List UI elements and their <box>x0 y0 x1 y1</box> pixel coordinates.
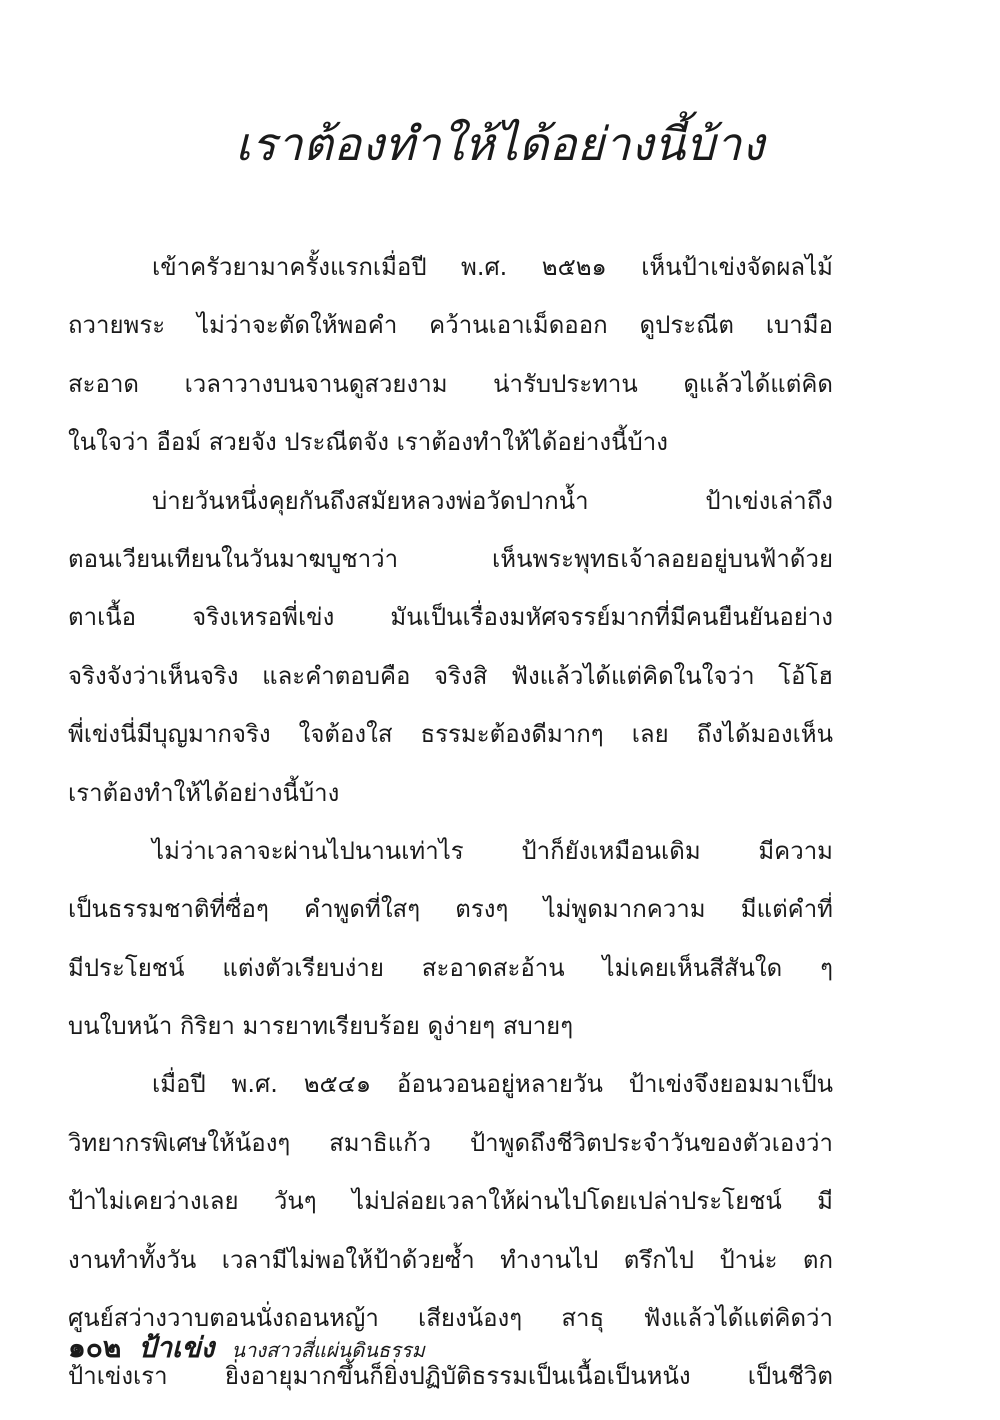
paragraph-line: เมื่อปี พ.ศ. ๒๕๔๑ อ้อนวอนอยู่หลายวัน ป้าเข่งจึงยอมมาเป็น <box>152 1070 833 1099</box>
body-text <box>68 238 833 1406</box>
paragraph-line: ป้าเข่งเรา ยิ่งอายุมากขึ้นก็ยิ่งปฏิบัติธรรมเป็นเนื้อเป็นหนัง เป็นชีวิต <box>68 1362 833 1391</box>
paragraph-line: ถวายพระ ไม่ว่าจะตัดให้พอคำ คว้านเอาเม็ดออก ดูประณีต เบามือ <box>68 311 833 340</box>
book-subtitle: นางสาวสี่แผ่นดินธรรม <box>231 1338 425 1362</box>
page-footer <box>68 1326 425 1370</box>
paragraph-line: งานทำทั้งวัน เวลามีไม่พอให้ป้าด้วยซ้ำ ทำงานไป ตรึกไป ป้าน่ะ ตก <box>68 1245 833 1274</box>
page-title: เราต้องทำให้ได้อย่างนี้บ้าง <box>235 117 765 171</box>
paragraph-line: ศูนย์สว่างวาบตอนนั่งถอนหญ้า เสียงน้องๆ สาธุ ฟังแล้วได้แต่คิดว่า <box>68 1304 833 1333</box>
paragraph-line: ไม่ว่าเวลาจะผ่านไปนานเท่าไร ป้าก็ยังเหมือนเดิม มีความ <box>152 836 833 865</box>
page-number: ๑๐๒ <box>68 1331 122 1364</box>
paragraph-line: เราต้องทำให้ได้อย่างนี้บ้าง <box>68 778 340 807</box>
paragraph-line: พี่เข่งนี่มีบุญมากจริง ใจต้องใส ธรรมะต้องดีมากๆ เลย ถึงได้มองเห็น <box>68 720 833 749</box>
paragraph-line: จริงจังว่าเห็นจริง และคำตอบคือ จริงสิ ฟังแล้วได้แต่คิดในใจว่า โอ้โฮ <box>68 661 833 690</box>
paragraph-line: ตาเนื้อ จริงเหรอพี่เข่ง มันเป็นเรื่องมหัศจรรย์มากที่มีคนยืนยันอย่าง <box>68 603 833 632</box>
paragraph-line: วิทยากรพิเศษให้น้องๆ สมาธิแก้ว ป้าพูดถึงชีวิตประจำวันของตัวเองว่า <box>68 1128 833 1157</box>
book-title: ป้าเข่ง <box>138 1331 215 1364</box>
paragraph-line: สะอาด เวลาวางบนจานดูสวยงาม น่ารับประทาน ดูแล้วได้แต่คิด <box>68 369 833 398</box>
paragraph-line: เป็นธรรมชาติที่ซื่อๆ คำพูดที่ใสๆ ตรงๆ ไม่พูดมากความ มีแต่คำที่ <box>68 895 833 924</box>
paragraph-line: มีประโยชน์ แต่งตัวเรียบง่าย สะอาดสะอ้าน ไม่เคยเห็นสีสันใด ๆ <box>68 953 833 982</box>
paragraph-line: บนใบหน้า กิริยา มารยาทเรียบร้อย ดูง่ายๆ สบายๆ <box>68 1012 574 1041</box>
paragraph-line: ในใจว่า อือม์ สวยจัง ประณีตจัง เราต้องทำให้ได้อย่างนี้บ้าง <box>68 428 668 457</box>
paragraph-line: บ่ายวันหนึ่งคุยกันถึงสมัยหลวงพ่อวัดปากน้ำ ป้าเข่งเล่าถึง <box>152 486 833 515</box>
paragraph-line: เข้าครัวยามาครั้งแรกเมื่อปี พ.ศ. ๒๕๒๑ เห็นป้าเข่งจัดผลไม้ <box>152 253 833 281</box>
paragraph-line: ตอนเวียนเทียนในวันมาฆบูชาว่า เห็นพระพุทธเจ้าลอยอยู่บนฟ้าด้วย <box>68 544 833 573</box>
paragraph-line: ป้าไม่เคยว่างเลย วันๆ ไม่ปล่อยเวลาให้ผ่านไปโดยเปล่าประโยชน์ มี <box>68 1187 833 1216</box>
